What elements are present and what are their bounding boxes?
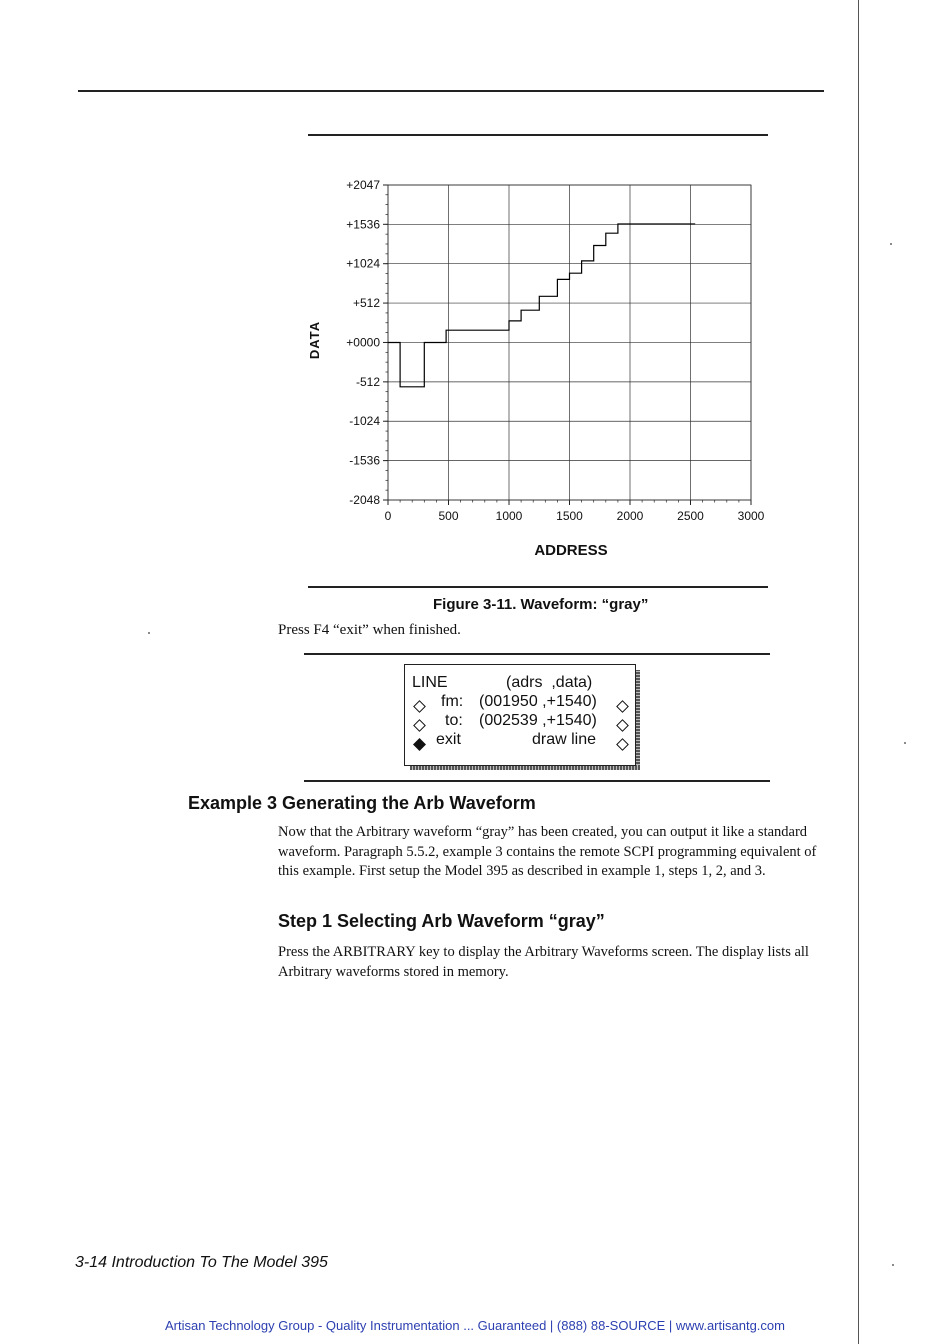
waveform-chart <box>290 170 790 570</box>
header-rule <box>78 90 824 92</box>
lcd-to-label: to: <box>445 712 463 729</box>
lcd-header-right: (adrs ,data) <box>506 674 593 691</box>
scan-speck <box>890 243 892 245</box>
y-tick-label: -2048 <box>349 493 380 507</box>
x-tick-label: 500 <box>438 509 459 523</box>
x-tick-label: 3000 <box>737 509 765 523</box>
x-tick-label: 1500 <box>556 509 583 523</box>
lcd-exit-label[interactable]: exit <box>436 731 461 748</box>
y-tick-label: -1536 <box>349 453 380 468</box>
scan-speck <box>904 742 906 744</box>
y-tick-label: +0000 <box>346 335 380 350</box>
x-tick-label: 0 <box>384 509 392 523</box>
x-tick-label: 2500 <box>677 509 704 523</box>
right-margin-line <box>858 0 859 1344</box>
step-paragraph: Press the ARBITRARY key to display the Arbitrary Waveforms screen. The display lists all Arbitrary waveforms stored in memory. <box>278 944 809 980</box>
x-tick-label: 2000 <box>616 509 644 523</box>
y-tick-label: +1536 <box>346 217 380 232</box>
example-heading: Example 3 Generating the Arb Waveform <box>188 793 536 813</box>
waveform-line <box>388 224 695 387</box>
example-paragraph: Now that the Arbitrary waveform “gray” has been created, you can output it like a standard waveform. Paragraph 5.5.2, example 3 contains the remote SCPI programming equivalent of this example. First setup the Model 395 as described in example 1, steps 1, 2, and 3. <box>278 824 817 879</box>
vendor-footer-link[interactable]: Artisan Technology Group - Quality Instrumentation ... Guaranteed | (888) 88-SOURCE | www.artisantg.com <box>165 1318 785 1333</box>
y-tick-label: +2047 <box>346 178 380 192</box>
y-tick-label: -512 <box>355 374 380 389</box>
lcd-fm-label: fm: <box>441 693 464 710</box>
filled-diamond-icon <box>415 736 424 754</box>
x-axis-label: ADDRESS <box>534 542 608 559</box>
page-footer: 3-14 Introduction To The Model 395 <box>75 1254 328 1271</box>
lcd-display <box>404 664 636 766</box>
scan-speck <box>148 632 150 634</box>
lcd-bottom-rule <box>304 780 770 782</box>
lcd-row-exit <box>405 731 635 751</box>
y-tick-label: -1024 <box>349 414 380 429</box>
x-tick-label: 1000 <box>495 509 523 523</box>
figure-bottom-rule <box>308 586 768 588</box>
lcd-to-value[interactable]: (002539 ,+1540) <box>479 712 597 729</box>
step-heading: Step 1 Selecting Arb Waveform “gray” <box>278 911 605 931</box>
y-axis-label: DATA <box>307 320 322 360</box>
lcd-header-row <box>405 674 635 694</box>
lcd-row-fm <box>405 693 635 713</box>
press-instruction: Press F4 “exit” when finished. <box>278 622 461 638</box>
lcd-row-to <box>405 712 635 732</box>
figure-top-rule <box>308 134 768 136</box>
figure-caption: Figure 3-11. Waveform: “gray” <box>433 596 649 613</box>
hollow-diamond-icon[interactable] <box>618 736 627 754</box>
y-tick-label: +512 <box>352 296 380 311</box>
lcd-draw-line-label[interactable]: draw line <box>532 731 597 748</box>
lcd-fm-value[interactable]: (001950 ,+1540) <box>479 693 597 710</box>
scan-speck <box>892 1264 894 1266</box>
y-tick-label: +1024 <box>346 256 380 271</box>
lcd-header-left: LINE <box>412 674 448 691</box>
lcd-top-rule <box>304 653 770 655</box>
